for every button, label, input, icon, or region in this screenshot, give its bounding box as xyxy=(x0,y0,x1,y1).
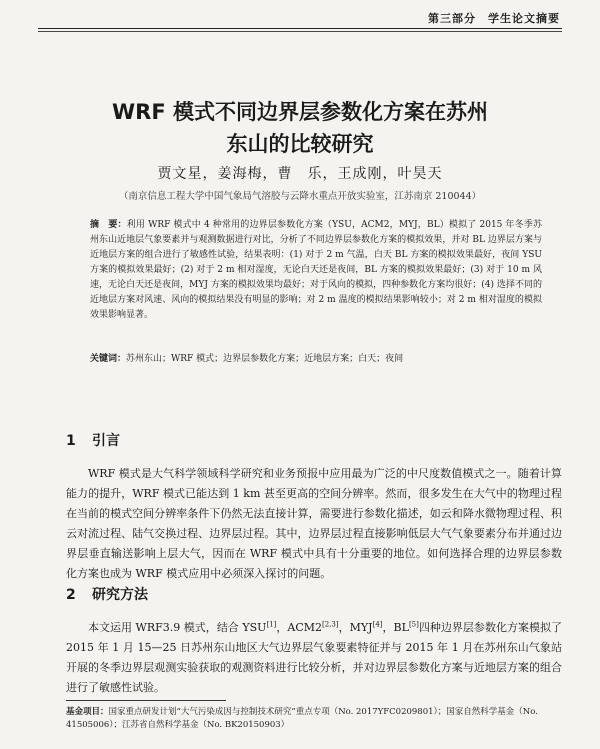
section-number: 2 xyxy=(66,587,76,603)
section-heading-intro xyxy=(66,430,120,450)
intro-paragraph: WRF 模式是大气科学领域科学研究和业务预报中应用最为广泛的中尺度数值模式之一。随着计算能力的提升，WRF 模式已能达到 1 km 甚至更高的空间分辨率。然而，很多发生在大气中的物理过程在当前的模式空间分辨率条件下仍然无法直接计算，需要进行参数化描述，如云和降水微物理过程、积云对流过程、陆气交换过程、边界层过程。其中，边界层过程直接影响低层大气气象要素分布并通过边界层垂直输送影响上层大气，因而在 WRF 模式中具有十分重要的地位。如何选择合理的边界层参数化方案也成为 WRF 模式应用中必须深入探讨的问题。 xyxy=(66,467,562,580)
section-title: 引言 xyxy=(92,433,120,449)
footnote-label: 基金项目： xyxy=(66,707,109,717)
footnote xyxy=(66,706,562,732)
keywords xyxy=(90,352,542,366)
method-text-3: ，MYJ xyxy=(338,621,373,634)
section-number: 1 xyxy=(66,433,76,449)
abstract xyxy=(90,218,542,323)
method-text-5: 四种边界层参数化方案模拟了 2015 年 1 月 15—25 日苏州东山地区大气边界层气象要素特征并与 2015 年 1 月在苏州东山气象站开展的冬季边界层观测实验获取的观测资料进行比较分析，并对边界层参数化方案与近地层方案的组合进行了敏感性试验。 xyxy=(66,621,563,694)
abstract-label: 摘 要： xyxy=(90,220,127,230)
affiliation: （南京信息工程大学中国气象局气溶胶与云降水重点开放实验室，江苏南京 210044） xyxy=(118,191,482,202)
method-text-1: 本文运用 WRF3.9 模式，结合 YSU xyxy=(88,621,267,634)
section-heading-method xyxy=(66,584,148,604)
paper-title xyxy=(0,96,600,160)
method-text-2: ，ACM2 xyxy=(276,621,323,634)
running-header: 第三部分 学生论文摘要 xyxy=(428,12,560,25)
section-title: 研究方法 xyxy=(92,587,148,603)
title-line-2: 东山的比较研究 xyxy=(226,132,374,156)
citation-myj: [4] xyxy=(372,620,383,629)
header-rule-thin xyxy=(38,31,562,32)
title-line-1: WRF 模式不同边界层参数化方案在苏州 xyxy=(112,100,488,124)
keywords-text: 苏州东山；WRF 模式；边界层参数化方案；近地层方案；白天；夜间 xyxy=(126,354,404,364)
footnote-rule xyxy=(66,700,226,701)
abstract-text: 利用 WRF 模式中 4 种常用的边界层参数化方案（YSU，ACM2，MYJ，BL）模拟了 2015 年冬季苏州东山近地层气象要素并与观测数据进行对比，分析了不同边界层参数化方案的模拟效果，并对 BL 边界层方案与近地层方案的组合进行了敏感性试验，结果表明：(1) 对于 2 m 气温，白天 BL 方案的模拟效果最好，夜间 YSU 方案的模拟效果最好；(2) 对于 2 m 相对湿度，无论白天还是夜间，BL 方案的模拟效果最好；(3) 对于 10 m 风速，无论白天还是夜间，MYJ 方案的模拟效果均最好；对于风向的模拟，四种参数化方案均很好；(4) 选择不同的近地层方案对风速、风向的模拟结果没有明显的影响；对 2 m 温度的模拟结果影响较小；对 2 m 相对湿度的模拟效果影响显著。 xyxy=(90,220,542,320)
method-text-4: ，BL xyxy=(382,621,409,634)
footnote-text: 国家重点研发计划“大气污染成因与控制技术研究”重点专项（No. 2017YFC0209801）；国家自然科学基金（No. 41505006）；江苏省自然科学基金（No. BK20150903） xyxy=(66,707,538,730)
header-rule xyxy=(38,28,562,29)
citation-acm2: [2,3] xyxy=(322,620,339,629)
citation-bl: [5] xyxy=(408,620,419,629)
authors: 贾文星，姜海梅，曹 乐，王成刚，叶昊天 xyxy=(157,166,443,182)
keywords-label: 关键词： xyxy=(90,354,127,364)
citation-ysu: [1] xyxy=(266,620,277,629)
method-paragraph xyxy=(66,618,562,698)
